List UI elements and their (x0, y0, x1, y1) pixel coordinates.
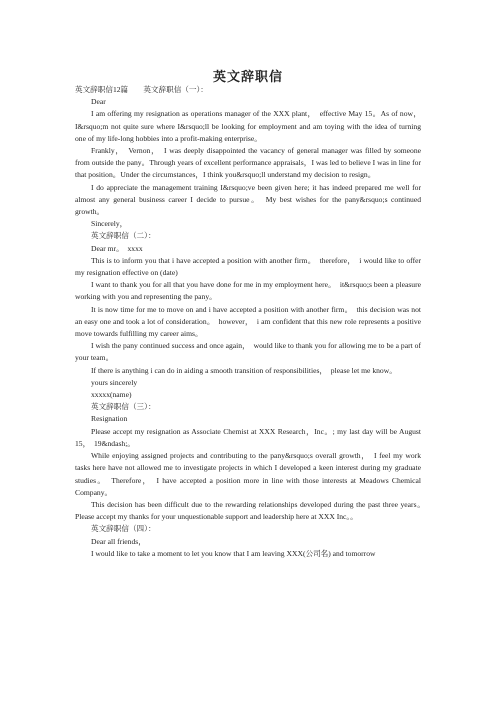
paragraph: Please accept my resignation as Associate Chemist at XXX Research，Inc。; my last day will be August 15， 19&ndash;。 (75, 426, 421, 448)
salutation: Dear (91, 97, 106, 107)
section-heading: 英文辞职信（三）： (91, 402, 156, 412)
closing: yours sincerely (91, 377, 138, 387)
salutation: Dear all friends， (91, 536, 146, 546)
paragraph: This is to inform you that i have accepted a position with another firm。 therefore， i would like to offer my resignation effective on (date) (75, 255, 421, 278)
document-title: 英文辞职信 (212, 69, 283, 84)
signature-name: xxxxx(name) (91, 390, 132, 400)
paragraph: While enjoying assigned projects and contributing to the pany&rsquo;s overall growth， I feel my work tasks here have not allowed me to investigate projects in which I developed a keen interest during my graduate studies。 Therefore， I have accepted a position more in line with those interests at Meadows Chemical Company。 (75, 451, 421, 497)
letter-heading: Resignation (91, 414, 128, 424)
salutation: Dear mr。 xxxx (91, 243, 143, 253)
section-heading: 英文辞职信（四）： (91, 524, 156, 534)
section-heading: 英文辞职信12篇 英文辞职信（一）： (75, 85, 208, 94)
paragraph: I want to thank you for all that you have done for me in my employment here。 it&rsquo;s been a pleasure working with you and representing the pany。 (75, 280, 421, 302)
paragraph: If there is anything i can do in aiding a smooth transition of responsibilities， please let me know。 (91, 365, 397, 375)
paragraph: I would like to take a moment to let you know that I am leaving XXX(公司名) and tomorrow (91, 548, 376, 558)
paragraph: I wish the pany continued success and once again， would like to thank you for allowing me to be a part of your team。 (75, 341, 421, 363)
paragraph: I do appreciate the management training I&rsquo;ve been given here; it has indeed prepared me well for almost any general business career I decide to pursue。 My best wishes for the pany&rsquo;s continued growth。 (75, 182, 421, 217)
paragraph: Frankly， Vernon， I was deeply disappointed the vacancy of general manager was filled by someone from outside the pany。Through years of excellent performance appraisals，I was led to believe I was in line for that position。Under the circumstances，I think you&rsquo;ll understand my decision to resign。 (75, 146, 421, 180)
paragraph: I am offering my resignation as operations manager of the XXX plant， effective May 15。As of now，I&rsquo;m not quite sure where I&rsquo;ll be looking for employment and am toying with the idea of turning one of my life-long hobbies into a profit-making enterprise。 (75, 109, 421, 143)
section-heading: 英文辞职信（二）： (91, 231, 156, 241)
paragraph: It is now time for me to move on and i have accepted a position with another firm。 this decision was not an easy one and took a lot of consideration。 however， i am confident that this new role represents a positive move towards fulfilling my career aims。 (75, 304, 421, 339)
paragraph: This decision has been difficult due to the rewarding relationships developed during the past three years。 Please accept my thanks for your unquestionable support and leadership here at XXX Inc。。 (75, 499, 429, 522)
document-body (75, 84, 429, 560)
closing: Sincerely， (91, 219, 128, 229)
